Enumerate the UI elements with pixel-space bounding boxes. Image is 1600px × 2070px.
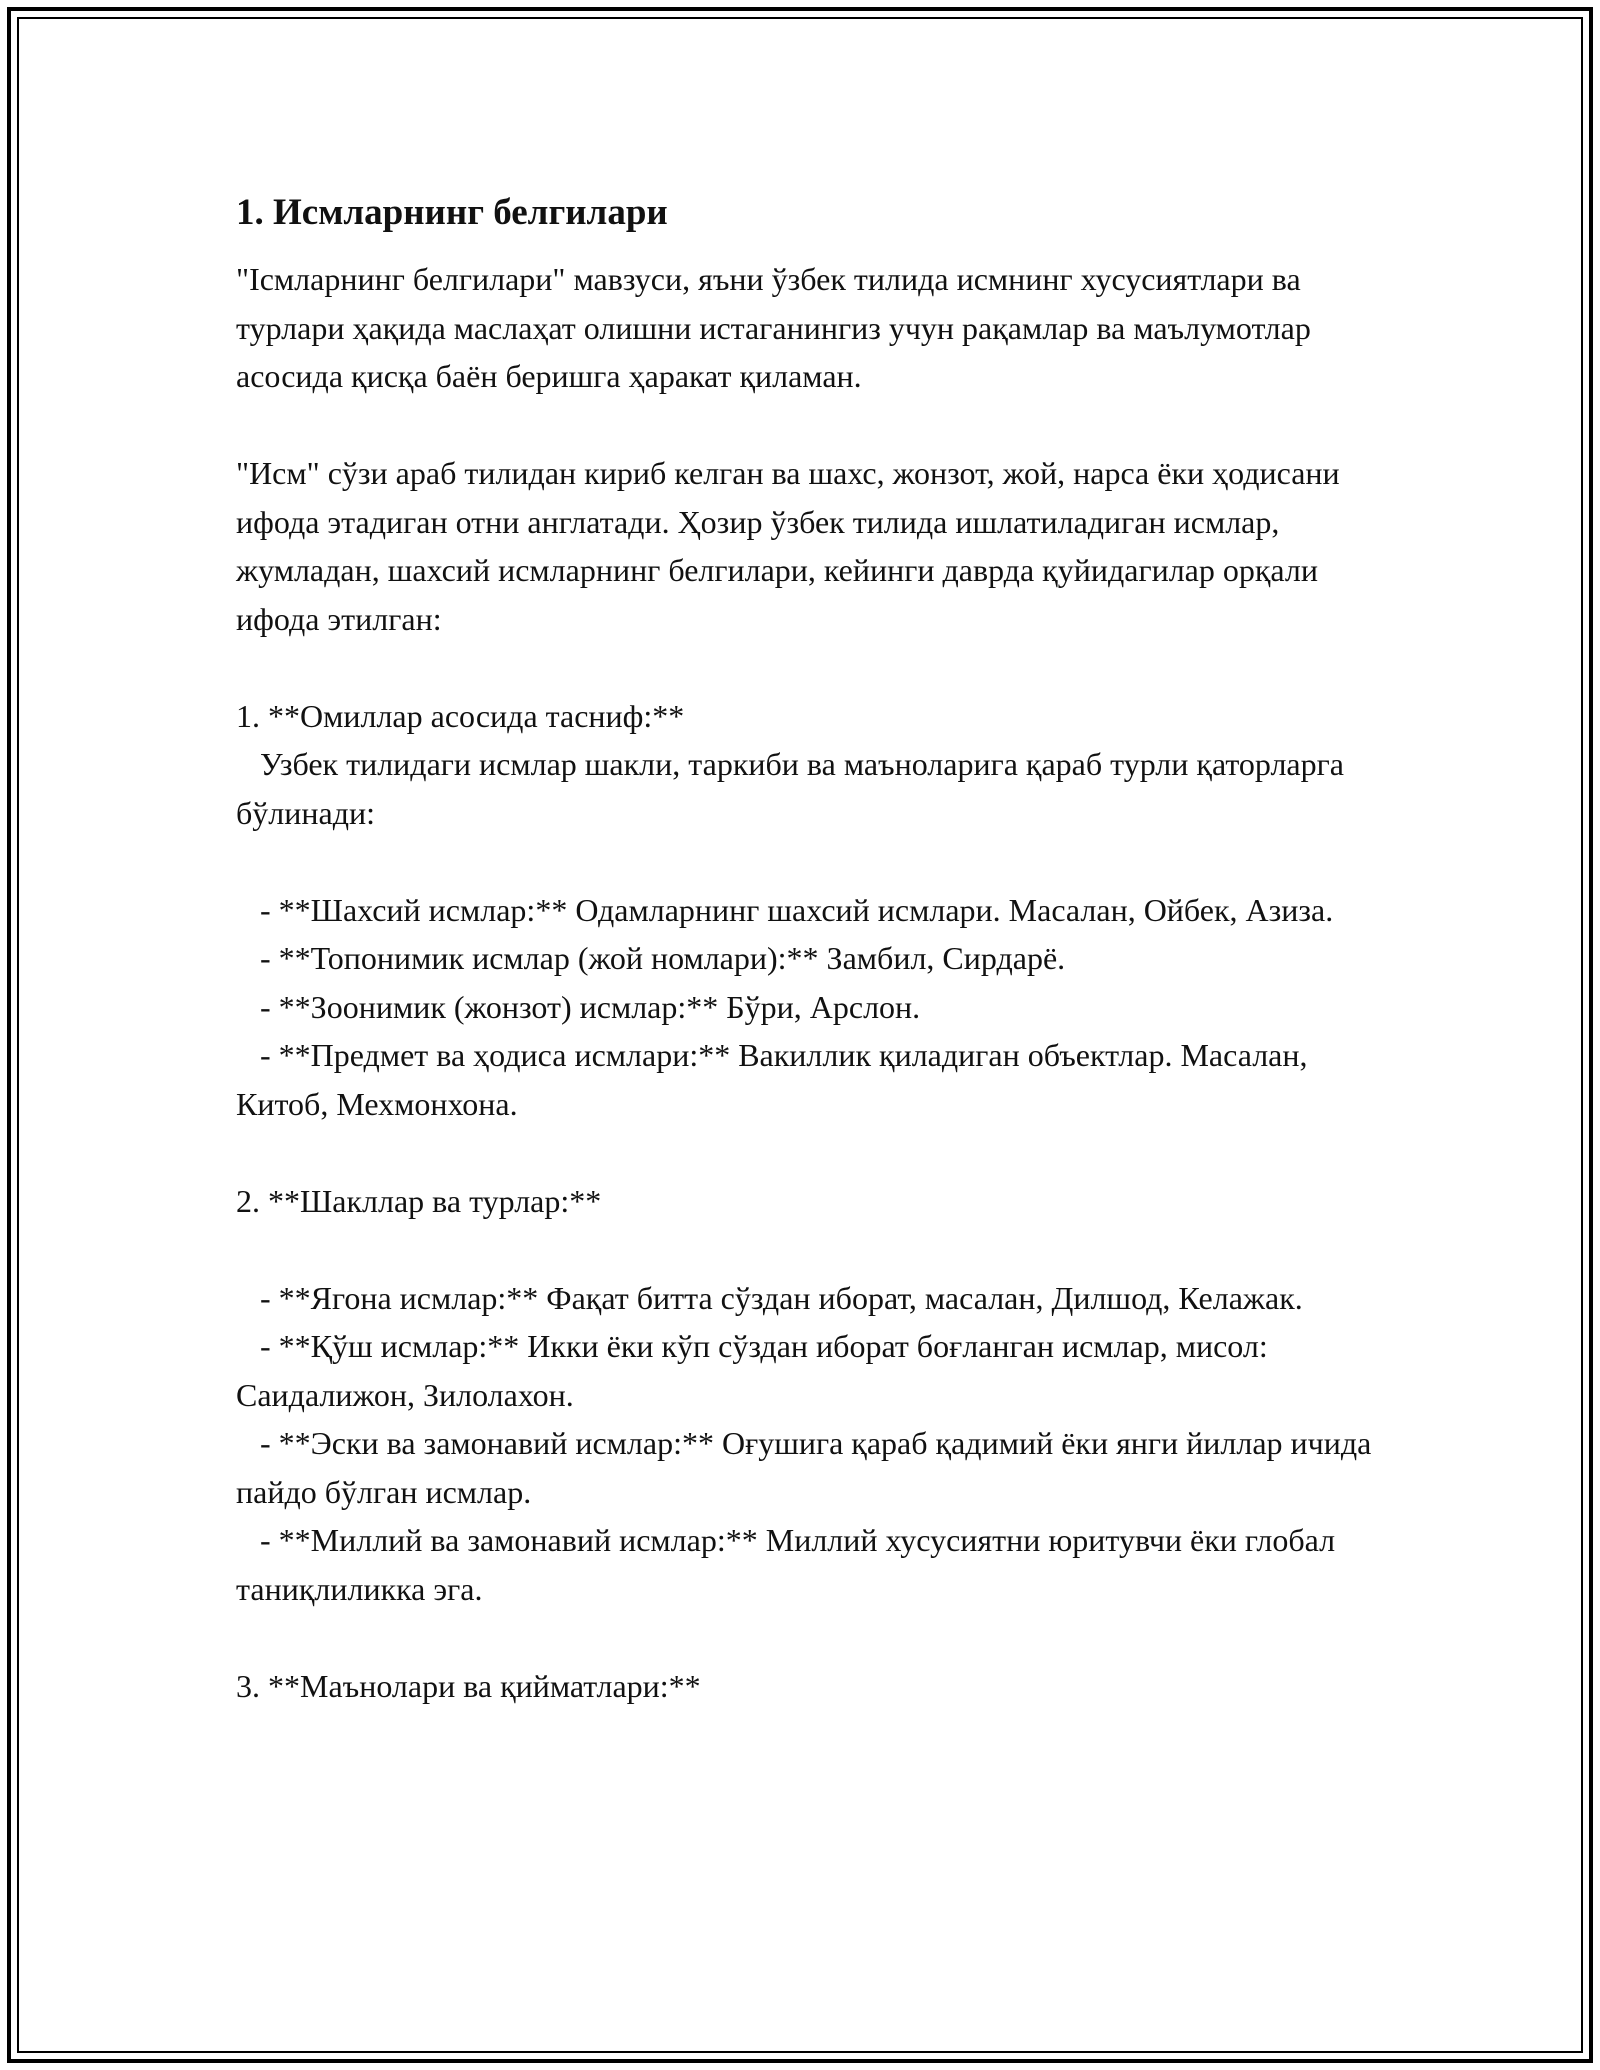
spacer [236, 1613, 1386, 1662]
list-item: - **Зоонимик (жонзот) исмлар:** Бўри, Арслон. [236, 988, 921, 1025]
list-item: - **Эски ва замонавий исмлар:** Оғушига қараб қадимий ёки янги йиллар ичида пайдо бўлган исмлар. [236, 1425, 1380, 1510]
definition-paragraph: "Исм" сўзи араб тилидан кириб келган ва шахс, жонзот, жой, нарса ёки ҳодисани ифода этадиган отни англатади. Ҳозир ўзбек тилида ишлатиладиган исмлар, жумладан, шахсий исмларнинг белгилари, кейинги даврда қуйидагилар орқали ифода этилган: [236, 455, 1348, 637]
list-item: - **Шахсий исмлар:** Одамларнинг шахсий исмлари. Масалан, Ойбек, Азиза. [236, 891, 1334, 928]
document-page [236, 183, 1386, 1710]
spacer [236, 1128, 1386, 1177]
spacer [236, 837, 1386, 886]
list-item: - **Предмет ва ҳодиса исмлари:** Вакиллик қиладиган объектлар. Масалан, Китоб, Мехмонхона. [236, 1037, 1316, 1122]
spacer [236, 1225, 1386, 1274]
section-2-heading: 2. **Шакллар ва турлар:** [236, 1182, 602, 1219]
list-item: - **Миллий ва замонавий исмлар:** Миллий хусусиятни юритувчи ёки глобал таниқлиликка эга. [236, 1522, 1344, 1607]
list-item: - **Топонимик исмлар (жой номлари):** Замбил, Сирдарё. [236, 940, 1066, 976]
section-3-heading: 3. **Маънолари ва қийматлари:** [236, 1667, 701, 1704]
list-item: - **Ягона исмлар:** Фақат битта сўздан иборат, масалан, Дилшод, Келажак. [236, 1279, 1303, 1316]
document-title: 1. Исмларнинг белгилари [236, 192, 668, 233]
intro-paragraph: "Ісмларнинг белгилари" мавзуси, яъни ўзбек тилида исмнинг хусусиятлари ва турлари ҳақида маслаҳат олишни истаганингиз учун рақамлар ва маълумотлар асосида қисқа баён беришга ҳаракат қиламан. [236, 261, 1319, 394]
spacer [236, 401, 1386, 450]
section-1-text: Узбек тилидаги исмлар шакли, таркиби ва маъноларига қараб турли қаторларга бўлинади: [236, 746, 1352, 831]
section-1-heading: 1. **Омиллар асосида тасниф:** [236, 697, 685, 734]
spacer [236, 643, 1386, 692]
list-item: - **Қўш исмлар:** Икки ёки кўп сўздан иборат боғланган исмлар, мисол: Саидалижон, Зилолахон. [236, 1328, 1276, 1413]
